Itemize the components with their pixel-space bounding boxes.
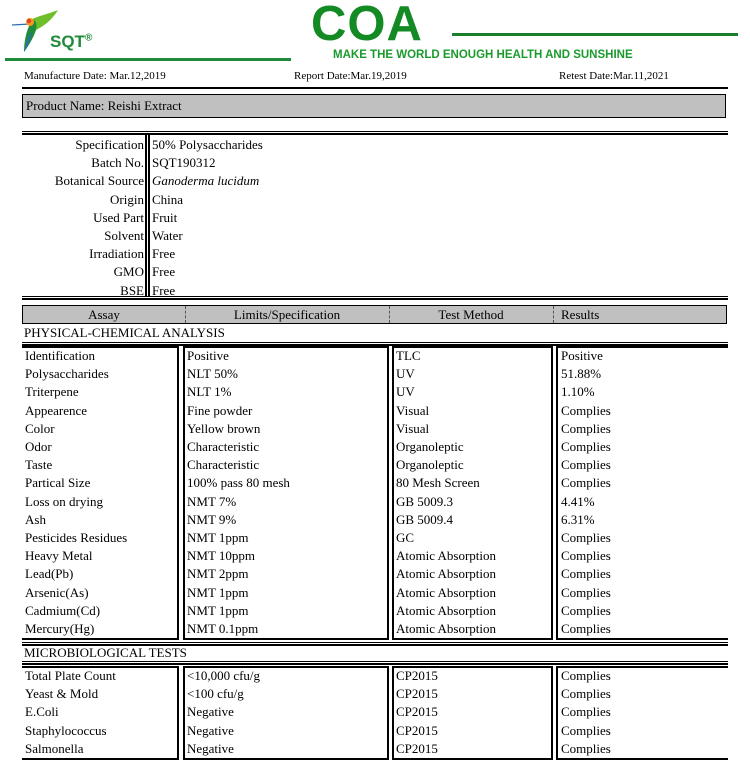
limit-cell: Fine powder <box>187 402 253 418</box>
limit-cell: NMT 10ppm <box>187 548 256 564</box>
spec-value: 50% Polysaccharides <box>152 137 263 152</box>
result-cell: Complies <box>561 602 611 618</box>
table-header <box>22 305 727 324</box>
assay-cell: Odor <box>25 439 52 454</box>
method-cell: GB 5009.3 <box>396 493 454 509</box>
limit-cell: <10,000 cfu/g <box>187 668 261 683</box>
limit-cell: NMT 1ppm <box>187 602 249 618</box>
assay-cell: Triterpene <box>25 384 79 400</box>
result-cell: 51.88% <box>561 366 602 382</box>
limit-cell: NMT 7% <box>187 493 237 509</box>
result-cell: Complies <box>561 530 611 545</box>
spec-label: BSE <box>120 282 144 298</box>
column-header-limits: Limits/Specification <box>233 307 341 322</box>
method-cell: Organoleptic <box>396 457 464 473</box>
result-cell: Positive <box>561 348 603 363</box>
assay-cell: Mercury(Hg) <box>25 621 95 636</box>
limit-cell: Positive <box>187 348 229 363</box>
spec-label: Botanical Source <box>54 173 144 189</box>
spec-label: Irradiation <box>89 246 144 262</box>
limit-cell: NMT 1ppm <box>187 584 249 600</box>
method-cell: 80 Mesh Screen <box>396 475 480 491</box>
assay-cell: Heavy Metal <box>25 548 93 564</box>
assay-cell: Staphylococcus <box>25 722 107 738</box>
assay-cell: Yeast & Mold <box>25 686 99 702</box>
result-cell: Complies <box>561 548 611 564</box>
assay-cell: Lead(Pb) <box>25 566 74 582</box>
assay-cell: Polysaccharides <box>25 366 109 382</box>
assay-cell: Identification <box>25 348 96 363</box>
result-cell: Complies <box>561 420 611 436</box>
limit-cell: Yellow brown <box>187 420 261 436</box>
result-cell: Complies <box>561 584 611 600</box>
method-cell: GB 5009.4 <box>396 511 454 527</box>
limit-cell: NMT 9% <box>187 511 237 527</box>
method-cell: Atomic Absorption <box>396 548 497 564</box>
spec-value: Free <box>152 246 176 262</box>
result-cell: Complies <box>561 740 611 756</box>
brand-name: SQT® <box>50 32 93 51</box>
method-cell: UV <box>396 384 415 400</box>
column-header-method: Test Method <box>438 307 504 322</box>
assay-cell: Loss on drying <box>25 493 103 509</box>
method-cell: UV <box>396 366 415 382</box>
assay-cell: Arsenic(As) <box>25 584 89 600</box>
method-cell: Visual <box>396 420 430 436</box>
report-date: Report Date:Mar.19,2019 <box>294 70 407 82</box>
result-cell: Complies <box>561 704 611 720</box>
slogan: MAKE THE WORLD ENOUGH HEALTH AND SUNSHINE <box>333 49 633 61</box>
result-cell: Complies <box>561 402 611 418</box>
spec-value: SQT190312 <box>152 155 216 171</box>
header-rule-left <box>5 58 291 61</box>
assay-cell: Cadmium(Cd) <box>25 602 101 618</box>
result-cell: Complies <box>561 457 611 473</box>
spec-divider <box>148 135 150 297</box>
header-rule-right <box>452 33 738 36</box>
spec-bottom-rule <box>22 296 728 300</box>
spec-label: Origin <box>110 191 144 207</box>
method-cell: TLC <box>396 348 421 363</box>
retest-date: Retest Date:Mar.11,2021 <box>559 70 669 82</box>
assay-cell: Ash <box>25 511 46 527</box>
method-cell: CP2015 <box>396 740 438 756</box>
method-cell: Atomic Absorption <box>396 566 497 582</box>
assay-cell: Pesticides Residues <box>25 530 128 545</box>
result-cell: Complies <box>561 722 611 738</box>
limit-cell: Characteristic <box>187 439 260 454</box>
assay-cell: Salmonella <box>25 740 84 756</box>
limit-cell: NLT 50% <box>187 366 238 382</box>
manufacture-date: Manufacture Date: Mar.12,2019 <box>24 70 166 82</box>
assay-cell: Taste <box>25 457 53 473</box>
spec-value: China <box>152 191 184 207</box>
method-cell: CP2015 <box>396 686 438 702</box>
column-header-results: Results <box>561 307 600 322</box>
limit-cell: Negative <box>187 722 234 738</box>
page-title: COA <box>311 0 423 51</box>
result-cell: Complies <box>561 566 611 582</box>
result-cell: 4.41% <box>561 493 595 509</box>
spec-value: Water <box>152 228 183 243</box>
spec-value: Fruit <box>152 209 178 225</box>
product-name: Product Name: Reishi Extract <box>22 94 726 118</box>
limit-cell: NMT 0.1ppm <box>187 621 259 636</box>
limit-cell: NMT 2ppm <box>187 566 249 582</box>
spec-value: Free <box>152 282 176 298</box>
section-title-physical-chemical: PHYSICAL-CHEMICAL ANALYSIS <box>24 325 225 340</box>
spec-value: Free <box>152 264 176 280</box>
result-cell: 6.31% <box>561 511 595 527</box>
method-cell: CP2015 <box>396 668 438 683</box>
method-cell: Visual <box>396 402 430 418</box>
spec-top-rule <box>22 131 728 135</box>
spec-label: Specification <box>75 137 144 152</box>
method-cell: Atomic Absorption <box>396 584 497 600</box>
result-cell: 1.10% <box>561 384 595 400</box>
spec-label: GMO <box>113 264 144 280</box>
limit-cell: 100% pass 80 mesh <box>187 475 290 491</box>
result-cell: Complies <box>561 475 611 491</box>
assay-cell: Total Plate Count <box>25 668 116 683</box>
spec-label: Used Part <box>93 209 144 225</box>
spec-divider <box>145 135 147 297</box>
method-cell: Organoleptic <box>396 439 464 454</box>
result-cell: Complies <box>561 439 611 454</box>
spec-label: Solvent <box>104 228 144 243</box>
section-rule <box>22 661 728 665</box>
limit-cell: NLT 1% <box>187 384 232 400</box>
method-cell: CP2015 <box>396 704 438 720</box>
limit-cell: NMT 1ppm <box>187 530 249 545</box>
dates-divider <box>22 87 728 89</box>
limit-cell: Negative <box>187 704 234 720</box>
limit-cell: <100 cfu/g <box>187 686 244 702</box>
method-cell: CP2015 <box>396 722 438 738</box>
section-title-microbiological: MICROBIOLOGICAL TESTS <box>24 645 187 660</box>
assay-cell: Color <box>25 420 55 436</box>
spec-value: Ganoderma lucidum <box>152 173 260 189</box>
column-header-assay: Assay <box>88 307 120 322</box>
spec-label: Batch No. <box>91 155 144 171</box>
assay-cell: E.Coli <box>25 704 59 720</box>
result-cell: Complies <box>561 668 611 683</box>
result-cell: Complies <box>561 621 611 636</box>
assay-cell: Partical Size <box>25 475 91 491</box>
limit-cell: Negative <box>187 740 234 756</box>
column-divider <box>553 306 554 323</box>
limit-cell: Characteristic <box>187 457 260 473</box>
result-cell: Complies <box>561 686 611 702</box>
assay-cell: Appearence <box>25 402 88 418</box>
method-cell: Atomic Absorption <box>396 621 497 636</box>
method-cell: Atomic Absorption <box>396 602 497 618</box>
method-cell: GC <box>396 530 415 545</box>
